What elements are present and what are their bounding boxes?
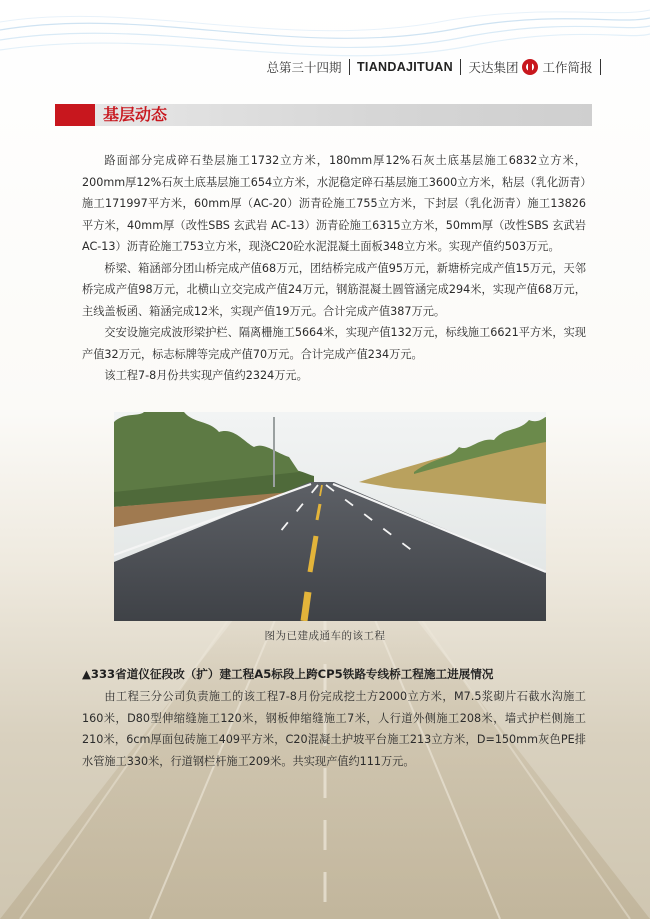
- page-header: [266, 57, 608, 77]
- subsection-title: ▲333省道仪征段改（扩）建工程A5标段上跨CP5铁路专线桥工程施工进展情况: [82, 667, 494, 681]
- subsection-body: [82, 686, 586, 772]
- photo-caption: 图为已建成通车的该工程: [264, 630, 386, 642]
- road-photo: [114, 412, 546, 621]
- publication-name: 工作简报: [542, 60, 593, 75]
- article-body: [82, 150, 586, 387]
- brand-name-english: TIANDAJITUAN: [357, 60, 453, 74]
- brand-name-chinese: 天达集团: [468, 60, 519, 75]
- tianda-logo-icon: [522, 59, 538, 75]
- section-accent-block: [55, 104, 95, 126]
- paragraph-total: 该工程7-8月份共实现产值约2324万元。: [104, 369, 308, 382]
- paragraph-traffic-safety: 交安设施完成波形梁护栏、隔离栅施工5664米，实现产值132万元，标线施工6621平方米，实现产值32万元，标志标牌等完成产值70万元。合计完成产值234万元。: [82, 326, 586, 361]
- paragraph-subsection: 由工程三分公司负责施工的该工程7-8月份完成挖土方2000立方米，M7.5浆砌片石截水沟施工160米，D80型伸缩缝施工120米，钢板伸缩缝施工7米，人行道外侧施工208米，墙式护栏侧施工210米，6cm厚面包砖施工409平方米，C20混凝土护坡平台施工213立方米，D=150mm灰色PE排水管施工330米，行道钢栏杆施工209米。共实现产值约111万元。: [82, 690, 586, 768]
- issue-number: 总第三十四期: [266, 60, 342, 75]
- header-divider: [600, 59, 602, 75]
- header-divider: [349, 59, 351, 75]
- header-divider: [460, 59, 462, 75]
- paragraph-bridges: 桥梁、箱涵部分团山桥完成产值68万元，团结桥完成产值95万元，新塘桥完成产值15万元，天邻桥完成产值98万元，北横山立交完成产值24万元，钢筋混凝土圆管涵完成294米，实现产值68万元，主线盖板函、箱涵完成12米，实现产值19万元。合计完成产值387万元。: [82, 261, 586, 318]
- section-title: 基层动态: [103, 105, 168, 124]
- paragraph-pavement: 路面部分完成碎石垫层施工1732立方米，180mm厚12%石灰土底基层施工6832立方米，200mm厚12%石灰土底基层施工654立方米，水泥稳定碎石基层施工3600立方米，粘层（乳化沥青）施工171997平方米，60mm厚（AC-20）沥青砼施工755立方米，下封层（乳化沥青）施工13826平方米，40mm厚（改性SBS 玄武岩 AC-13）沥青砼施工6315立方米，50mm厚（改性SBS 玄武岩 AC-13）沥青砼施工753立方米，现浇C20砼水泥混凝土面板348立方米。实现产值约503万元。: [82, 154, 586, 253]
- section-title-bar: [55, 104, 592, 126]
